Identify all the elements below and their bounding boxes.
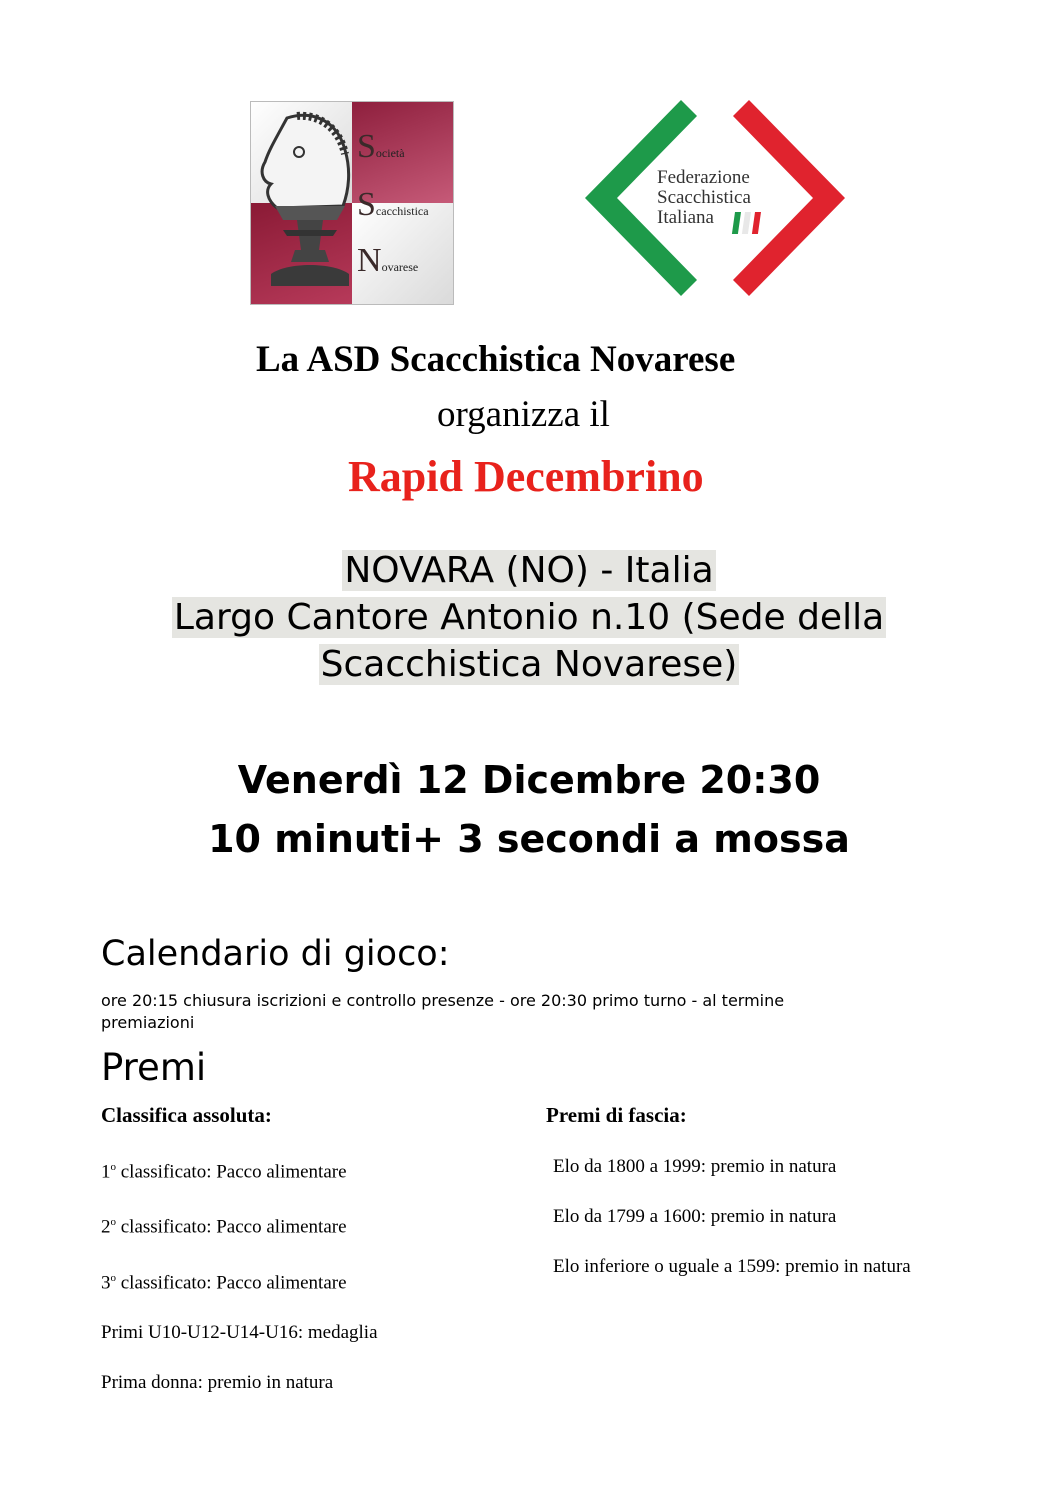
location-venue: Scacchistica Novarese) <box>320 644 738 685</box>
absolute-prizes-list <box>101 1142 378 1408</box>
organizes-line: organizza il <box>437 394 610 435</box>
absolute-ranking-heading: Classifica assoluta: <box>101 1103 272 1127</box>
location-city: NOVARA (NO) - Italia <box>344 550 714 591</box>
location-address: Largo Cantore Antonio n.10 (Sede della <box>173 597 885 638</box>
ssn-logo <box>250 101 454 305</box>
organizer-line: La ASD Scacchistica Novarese <box>256 339 736 380</box>
time-control: 10 minuti+ 3 secondi a mossa <box>208 817 850 861</box>
prize-item: Prima donna: premio in natura <box>101 1371 334 1393</box>
prize-item: 2$^o$ classificato: Pacco alimentare <box>101 1216 347 1238</box>
event-date-time: Venerdì 12 Dicembre 20:30 <box>237 758 821 802</box>
ssn-line-societa: Società <box>357 128 405 165</box>
band-prizes-list <box>553 1142 911 1292</box>
chess-knight-icon <box>257 110 353 298</box>
band-prize-item: Elo inferiore o uguale a 1599: premio in natura <box>553 1256 911 1277</box>
fsi-logo <box>585 100 845 296</box>
band-prizes-heading: Premi di fascia: <box>546 1103 687 1127</box>
fsi-name: Federazione Scacchistica Italiana <box>657 167 751 228</box>
prize-item: 3$^o$ classificato: Pacco alimentare <box>101 1271 347 1293</box>
prize-item: 1$^o$ classificato: Pacco alimentare <box>101 1161 347 1183</box>
ssn-line-novarese: Novarese <box>357 242 419 279</box>
location <box>0 547 1058 688</box>
calendar-heading: Calendario di gioco: <box>101 934 450 974</box>
calendar-text: ore 20:15 chiusura iscrizioni e controllo presenze - ore 20:30 primo turno - al termine premiazioni <box>101 991 785 1032</box>
ssn-line-scacchistica: Scacchistica <box>357 186 429 223</box>
prizes-heading: Premi <box>101 1046 207 1089</box>
band-prize-item: Elo da 1799 a 1600: premio in natura <box>553 1206 837 1227</box>
prize-item: Primi U10-U12-U14-U16: medaglia <box>101 1321 378 1343</box>
event-title: Rapid Decembrino <box>348 452 704 501</box>
band-prize-item: Elo da 1800 a 1999: premio in natura <box>553 1156 837 1177</box>
